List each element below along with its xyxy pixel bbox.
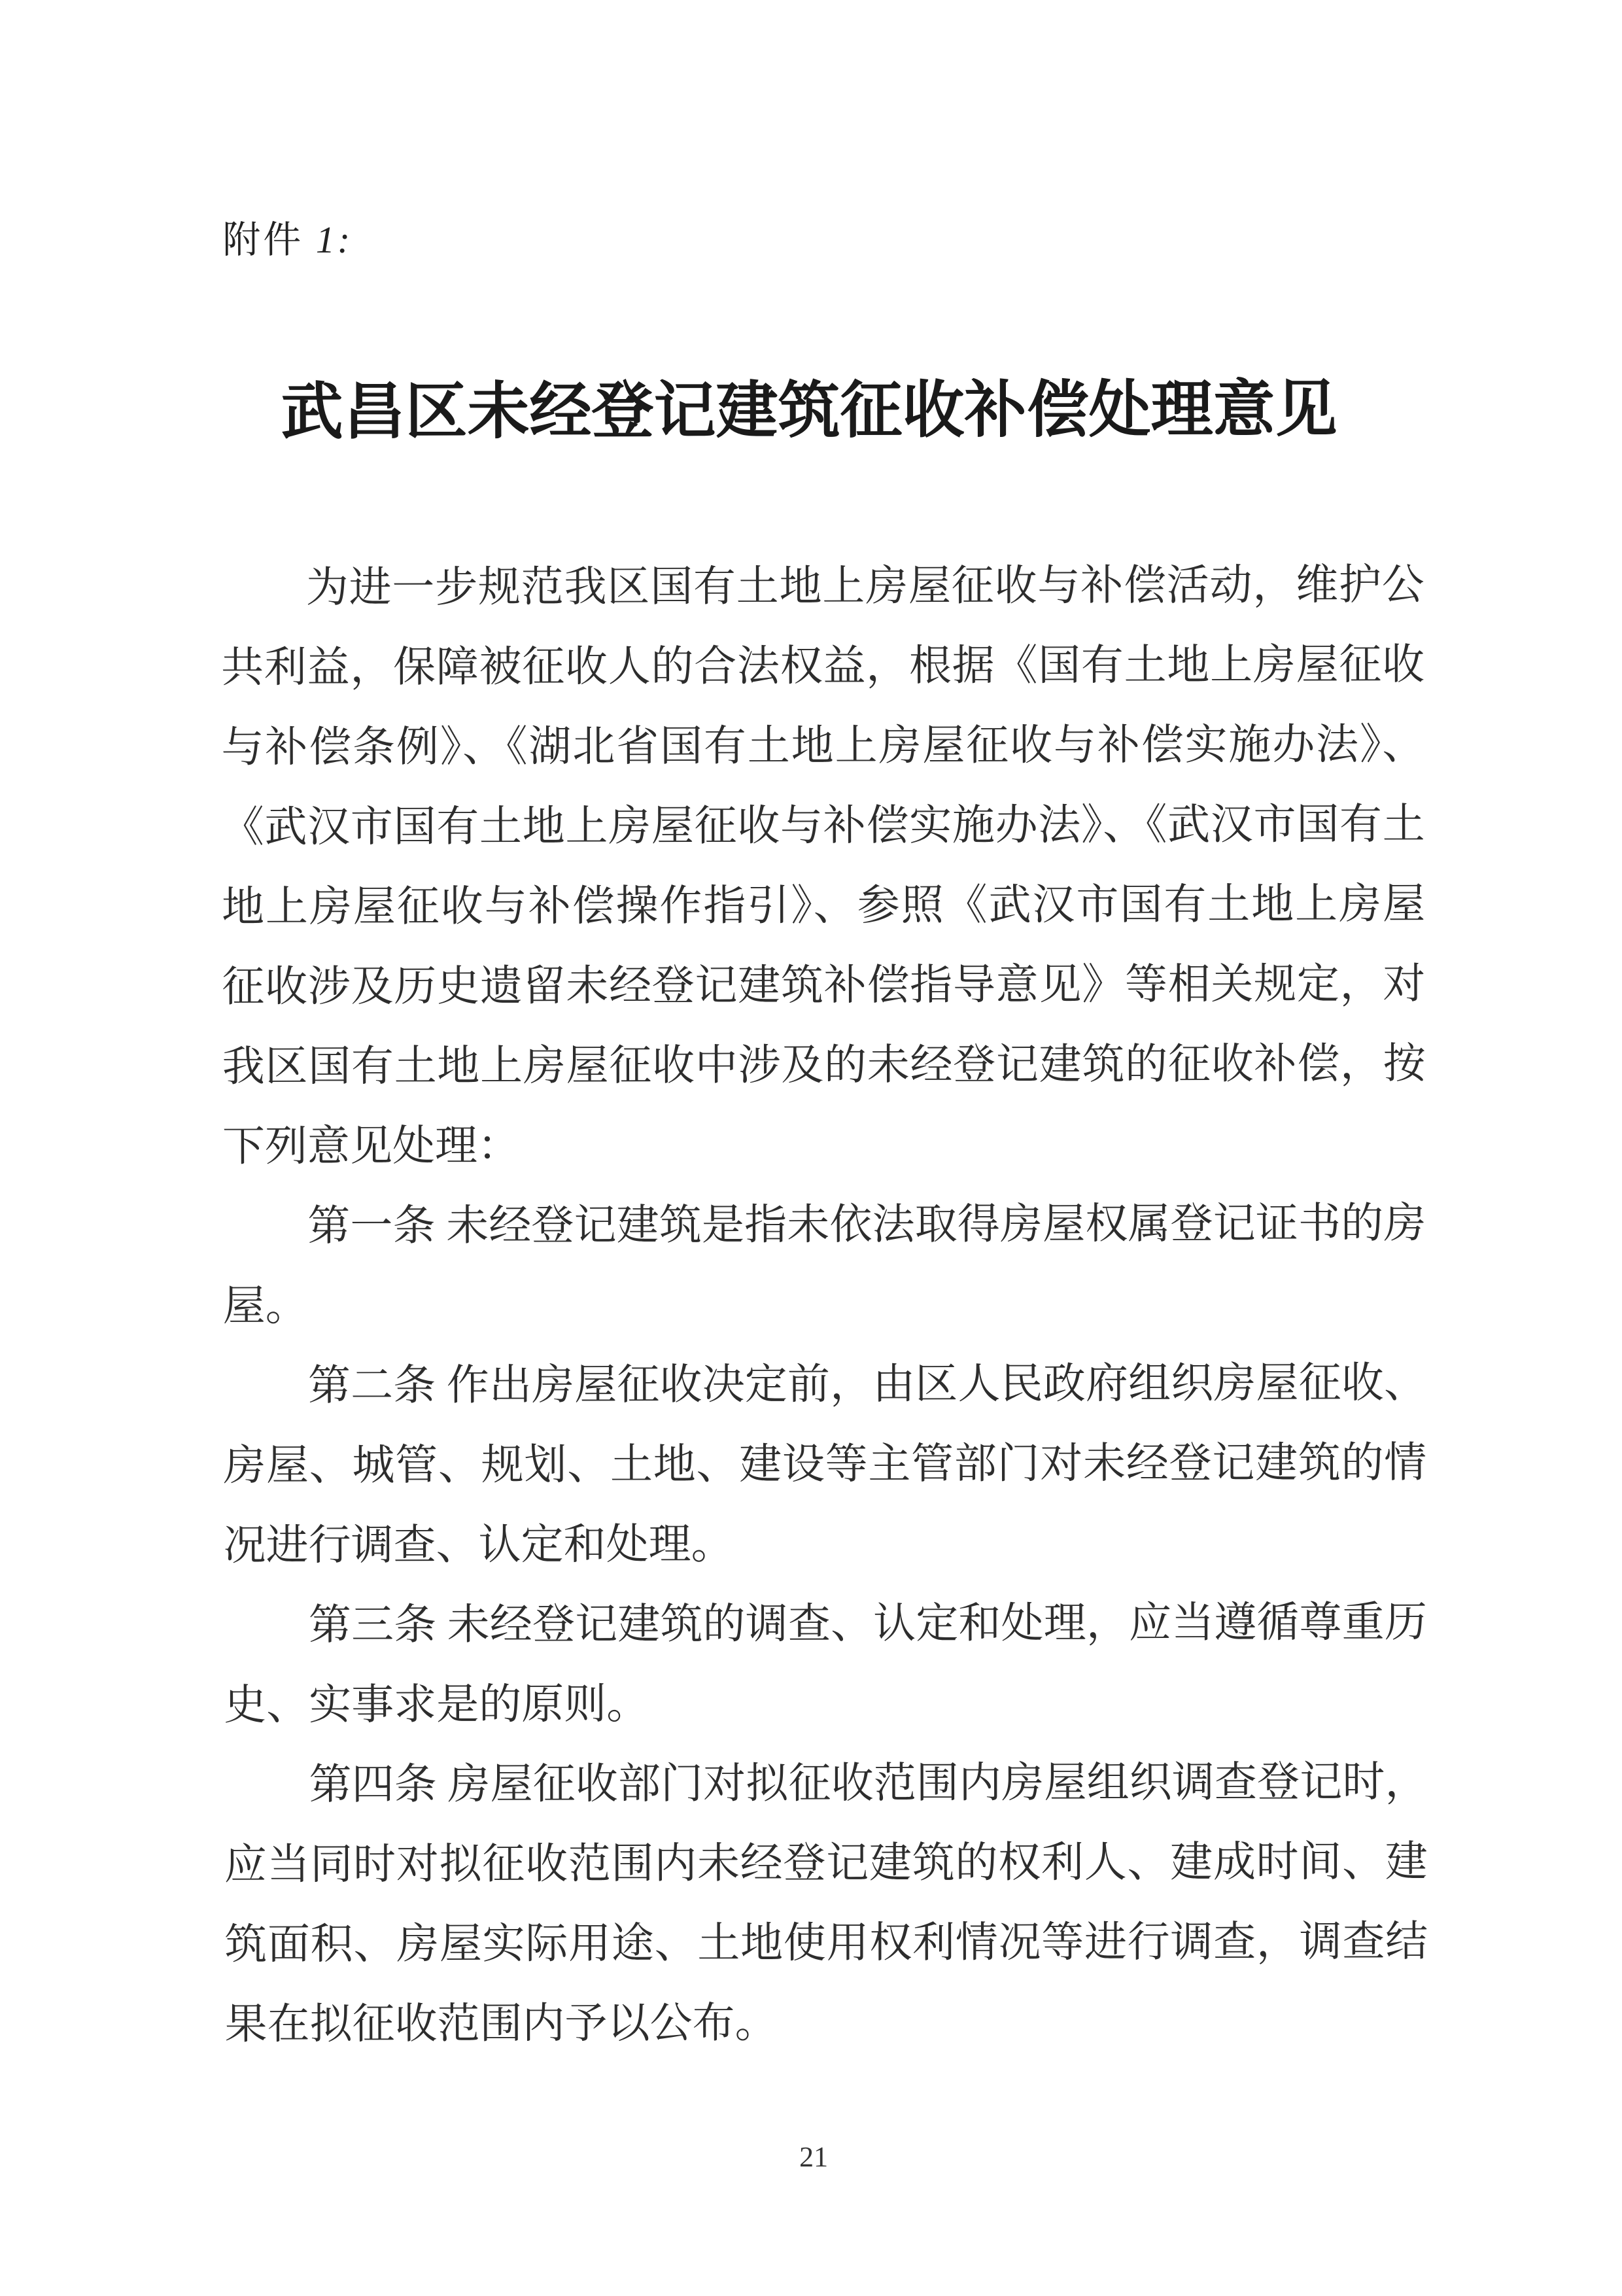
body-paragraph-article-3: 第三条 未经登记建筑的调查、认定和处理，应当遵循尊重历史、实事求是的原则。	[224, 1599, 1428, 1730]
body-paragraph-intro: 为进一步规范我区国有土地上房屋征收与补偿活动，维护公共利益，保障被征收人的合法权益，根据《国有土地上房屋征收与补偿条例》、《湖北省国有土地上房屋征收与补偿实施办法》、《武汉市国有土地上房屋征收与补偿实施办法》、《武汉市国有土地上房屋征收与补偿操作指引》、参照《武汉市国有土地上房屋征收涉及历史遗留未经登记建筑补偿指导意见》等相关规定，对我区国有土地上房屋征收中涉及的未经登记建筑的征收补偿，按下列意见处理：	[220, 561, 1426, 1171]
document-title: 武昌区未经登记建筑征收补偿处理意见	[281, 374, 1337, 447]
body-paragraph-article-4: 第四条 房屋征收部门对拟征收范围内房屋组织调查登记时，应当同时对拟征收范围内未经登记建筑的权利人、建成时间、建筑面积、房屋实际用途、土地使用权利情况等进行调查，调查结果在拟征收范围内予以公布。	[224, 1758, 1428, 2049]
page-number: 21	[799, 2140, 829, 2174]
body-paragraph-article-2: 第二条 作出房屋征收决定前，由区人民政府组织房屋征收、房屋、城管、规划、土地、建设等主管部门对未经登记建筑的情况进行调查、认定和处理。	[223, 1359, 1427, 1570]
document-body	[221, 546, 1428, 2065]
attachment-label: 附件 1:	[222, 218, 353, 262]
body-paragraph-article-1: 第一条 未经登记建筑是指未依法取得房屋权属登记证书的房屋。	[222, 1200, 1426, 1331]
